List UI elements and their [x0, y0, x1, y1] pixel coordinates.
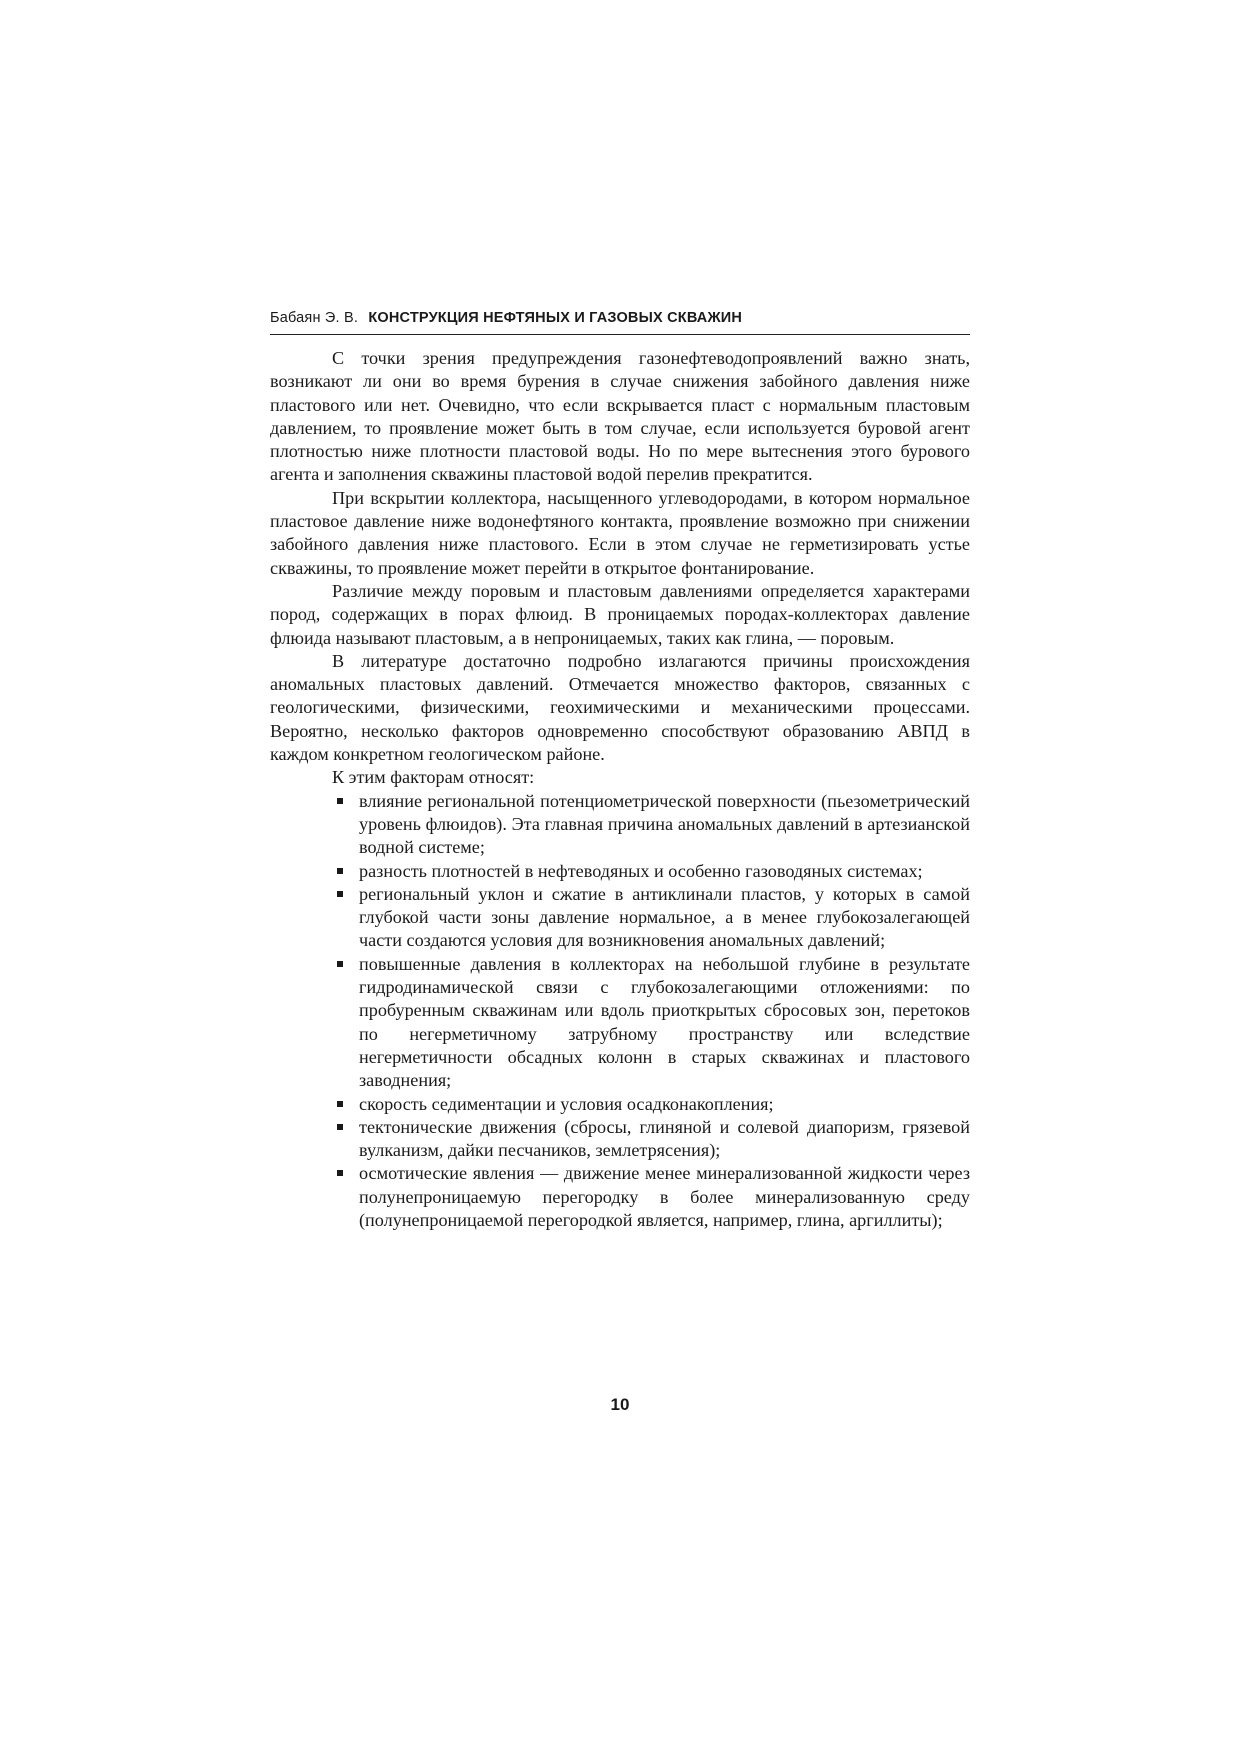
list-item-text: тектонические движения (сбросы, глиняной и солевой диапоризм, грязевой вулканизм, дайки песчаников, землетрясения); [359, 1116, 970, 1161]
body-text [270, 347, 970, 1232]
list-item [337, 1162, 970, 1232]
square-bullet-icon [337, 1170, 343, 1176]
list-item-text: повышенные давления в коллекторах на небольшой глубине в результате гидродинамической связи с глубокозалегающими отложениями: по пробуренным скважинам или вдоль приоткрытых сбросовых зон, перетоков по негерметичному затрубному пространству или вследствие негерметичности обсадных колонн в старых скважинах и пластового заводнения; [359, 953, 970, 1091]
list-item [337, 953, 970, 1093]
paragraph: Различие между поровым и пластовым давлениями определяется характерами пород, содержащих в порах флюид. В проницаемых породах-коллекторах давление флюида называют пластовым, а в непроницаемых, таких как глина, — поровым. [270, 580, 970, 648]
book-title: КОНСТРУКЦИЯ НЕФТЯНЫХ И ГАЗОВЫХ СКВАЖИН [368, 310, 743, 326]
list-item-text: региональный уклон и сжатие в антиклинали пластов, у которых в самой глубокой части зоны давление нормальное, а в менее глубокозалегающей части создаются условия для возникновения аномальных давлений; [359, 883, 970, 951]
running-head [270, 310, 970, 335]
list-item [337, 1116, 970, 1163]
square-bullet-icon [337, 868, 343, 874]
page-number: 10 [610, 1395, 630, 1414]
factor-list [270, 790, 970, 1233]
paragraph: С точки зрения предупреждения газонефтеводопроявлений важно знать, возникают ли они во время бурения в случае снижения забойного давления ниже пластового или нет. Очевидно, что если вскрывается пласт с нормальным пластовым давлением, то проявление может быть в том случае, если используется буровой агент плотностью ниже плотности пластовой воды. Но по мере вытеснения этого бурового агента и заполнения скважины пластовой водой перелив прекратится. [270, 348, 970, 485]
book-page [270, 310, 970, 1414]
list-item [337, 860, 970, 883]
paragraph: В литературе достаточно подробно излагаются причины происхождения аномальных пластовых давлений. Отмечается множество факторов, связанных с геологическими, физическими, геохимическими и механическими процессами. Вероятно, несколько факторов одновременно способствуют образованию АВПД в каждом конкретном геологическом районе. [270, 650, 970, 765]
paragraph: При вскрытии коллектора, насыщенного углеводородами, в котором нормальное пластовое давление ниже водонефтяного контакта, проявление возможно при снижении забойного давления ниже пластового. Если в этом случае не герметизировать устье скважины, то проявление может перейти в открытое фонтанирование. [270, 487, 970, 578]
square-bullet-icon [337, 961, 343, 967]
list-item-text: скорость седиментации и условия осадконакопления; [359, 1093, 774, 1114]
square-bullet-icon [337, 891, 343, 897]
square-bullet-icon [337, 1101, 343, 1107]
list-item [337, 790, 970, 860]
list-intro: К этим факторам относят: [332, 767, 535, 788]
list-item-text: разность плотностей в нефтеводяных и особенно газоводяных системах; [359, 860, 923, 881]
square-bullet-icon [337, 798, 343, 804]
list-item [337, 1093, 970, 1116]
list-item-text: осмотические явления — движение менее минерализованной жидкости через полунепроницаемую перегородку в более минерализованную среду (полунепроницаемой перегородкой является, например, глина, аргиллиты); [359, 1163, 970, 1230]
list-item [337, 883, 970, 953]
author-name: Бабаян Э. В. [270, 310, 359, 326]
square-bullet-icon [337, 1124, 343, 1130]
list-item-text: влияние региональной потенциометрической поверхности (пьезометрический уровень флюидов). Эта главная причина аномальных давлений в артезианской водной системе; [359, 790, 970, 858]
